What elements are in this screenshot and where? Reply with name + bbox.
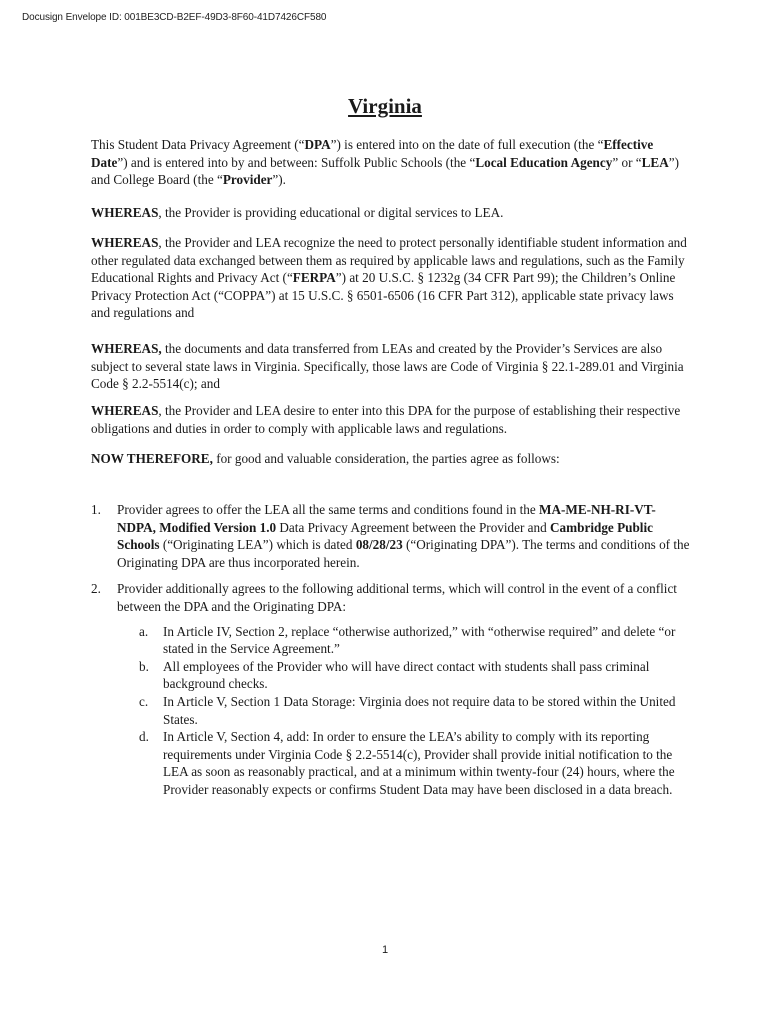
whereas-paragraph-4: WHEREAS, the Provider and LEA desire to enter into this DPA for the purpose of establishing their respective obligations and duties in order to comply with applicable laws and regulations.	[91, 403, 681, 436]
page-title: Virginia	[348, 94, 422, 118]
docusign-envelope-id: Docusign Envelope ID: 001BE3CD-B2EF-49D3-8F60-41D7426CF580	[22, 12, 327, 23]
agreement-terms-list	[91, 501, 691, 799]
whereas-paragraph-1: WHEREAS, the Provider is providing educational or digital services to LEA.	[91, 205, 504, 220]
list-item-2: 2. Provider additionally agrees to the following additional terms, which will control in the event of a conflict between the DPA and the Originating DPA: a. In Article IV, Section 2, replace “otherwise authorized,” with “otherwise required” and delete “or stated in the Service Agreement.” b. All employees of the Provider who will have direct contact with students shall pass criminal background checks. c. In Article V, Section 1 Data Storage: Virginia does not require data to be stored within the United States. d. In Article V, Section 4, add: In order to ensure the LEA’s ability to comply with its reporting requirements under Virginia Code § 2.2-5514(c), Provider shall provide initial notification to the LEA as soon as reasonably practical, and at a minimum within twenty-four (24) hours, where the Provider reasonably expects or confirms Student Data may have been disclosed in a data breach.	[91, 580, 691, 798]
intro-paragraph: This Student Data Privacy Agreement (“DPA”) is entered into on the date of full execution (the “Effective Date”) and is entered into by and between: Suffolk Public Schools (the “Local Education Agency” or “LEA”) and College Board (the “Provider”).	[91, 137, 679, 188]
now-therefore-paragraph: NOW THEREFORE, for good and valuable consideration, the parties agree as follows:	[91, 451, 560, 466]
sublist-item-d: d. In Article V, Section 4, add: In order to ensure the LEA’s ability to comply with its reporting requirements under Virginia Code § 2.2-5514(c), Provider shall provide initial notification to the LEA as soon as reasonably practical, and at a minimum within twenty-four (24) hours, where the Provider reasonably expects or confirms Student Data may have been disclosed in a data breach.	[139, 729, 675, 797]
list-item-1: 1. Provider agrees to offer the LEA all the same terms and conditions found in the MA-ME-NH-RI-VT-NDPA, Modified Version 1.0 Data Privacy Agreement between the Provider and Cambridge Public Schools (“Originating LEA”) which is dated 08/28/23 (“Originating DPA”). The terms and conditions of the Originating DPA are thus incorporated herein.	[91, 502, 690, 570]
list-number: 2.	[91, 581, 101, 597]
whereas-paragraph-2: WHEREAS, the Provider and LEA recognize the need to protect personally identifiable student information and other regulated data exchanged between them as required by applicable laws and regulations, such as the Family Educational Rights and Privacy Act (“FERPA”) at 20 U.S.C. § 1232g (34 CFR Part 99); the Children’s Online Privacy Protection Act (“COPPA”) at 15 U.S.C. § 6501-6506 (16 CFR Part 312), applicable state privacy laws and regulations and	[91, 235, 687, 321]
whereas-paragraph-3: WHEREAS, the documents and data transferred from LEAs and created by the Provider’s Services are also subject to several state laws in Virginia. Specifically, those laws are Code of Virginia § 22.1-289.01 and Virginia Code § 2.2-5514(c); and	[91, 341, 684, 392]
sublist-item-c: c. In Article V, Section 1 Data Storage: Virginia does not require data to be stored within the United States.	[139, 693, 676, 727]
sublist-item-a: a. In Article IV, Section 2, replace “otherwise authorized,” with “otherwise required” and delete “or stated in the Service Agreement.”	[139, 623, 676, 657]
additional-terms-sublist	[91, 623, 691, 799]
page-number: 1	[381, 944, 389, 956]
sublist-item-b: b. All employees of the Provider who will have direct contact with students shall pass criminal background checks.	[139, 658, 650, 692]
list-number: 1.	[91, 502, 101, 517]
